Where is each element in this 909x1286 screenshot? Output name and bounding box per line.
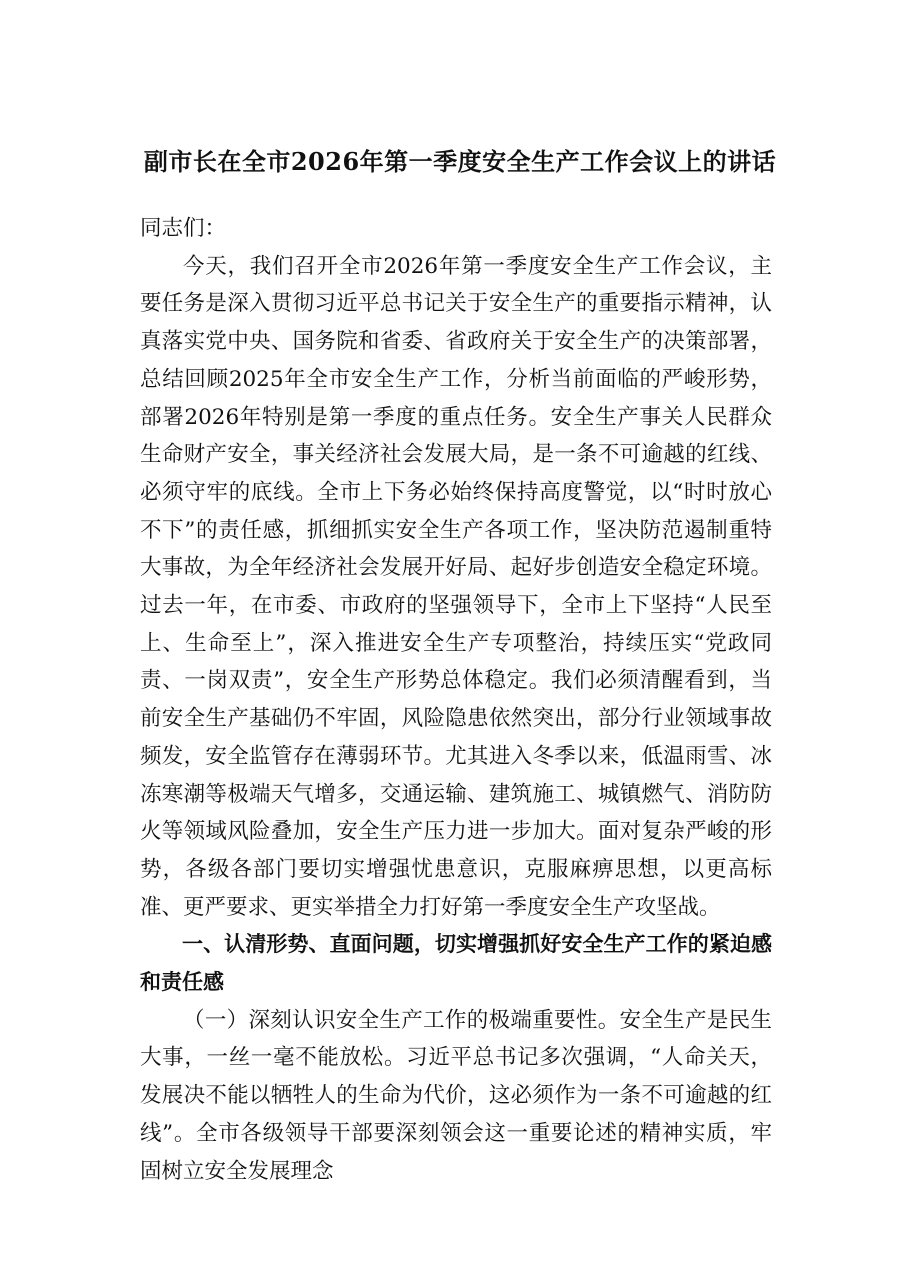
document-body <box>140 210 772 1190</box>
paragraph-intro: 今天，我们召开全市2026年第一季度安全生产工作会议，主要任务是深入贯彻习近平总书记关于安全生产的重要指示精神，认真落实党中央、国务院和省委、省政府关于安全生产的决策部署，总结回顾2025年全市安全生产工作，分析当前面临的严峻形势，部署2026年特别是第一季度的重点任务。安全生产事关人民群众生命财产安全，事关经济社会发展大局，是一条不可逾越的红线、必须守牢的底线。全市上下务必始终保持高度警觉，以“时时放心不下”的责任感，抓细抓实安全生产各项工作，坚决防范遏制重特大事故，为全年经济社会发展开好局、起好步创造安全稳定环境。过去一年，在市委、市政府的坚强领导下，全市上下坚持“人民至上、生命至上”，深入推进安全生产专项整治，持续压实“党政同责、一岗双责”，安全生产形势总体稳定。我们必须清醒看到，当前安全生产基础仍不牢固，风险隐患依然突出，部分行业领域事故频发，安全监管存在薄弱环节。尤其进入冬季以来，低温雨雪、冰冻寒潮等极端天气增多，交通运输、建筑施工、城镇燃气、消防防火等领域风险叠加，安全生产压力进一步加大。面对复杂严峻的形势，各级各部门要切实增强忧患意识，克服麻痹思想，以更高标准、更严要求、更实举措全力打好第一季度安全生产攻坚战。 <box>140 253 772 920</box>
document-title: 副市长在全市2026年第一季度安全生产工作会议上的讲话 <box>143 147 777 176</box>
section-heading-1: 一、认清形势、直面问题，切实增强抓好安全生产工作的紧迫感和责任感 <box>140 932 772 995</box>
salutation: 同志们： <box>140 216 227 241</box>
paragraph-section-1-item-1: （一）深刻认识安全生产工作的极端重要性。安全生产是民生大事，一丝一毫不能放松。习近平总书记多次强调，“人命关天，发展决不能以牺牲人的生命为代价，这必须作为一条不可逾越的红线”。全市各级领导干部要深刻领会这一重要论述的精神实质，牢固树立安全发展理念 <box>140 1007 772 1184</box>
